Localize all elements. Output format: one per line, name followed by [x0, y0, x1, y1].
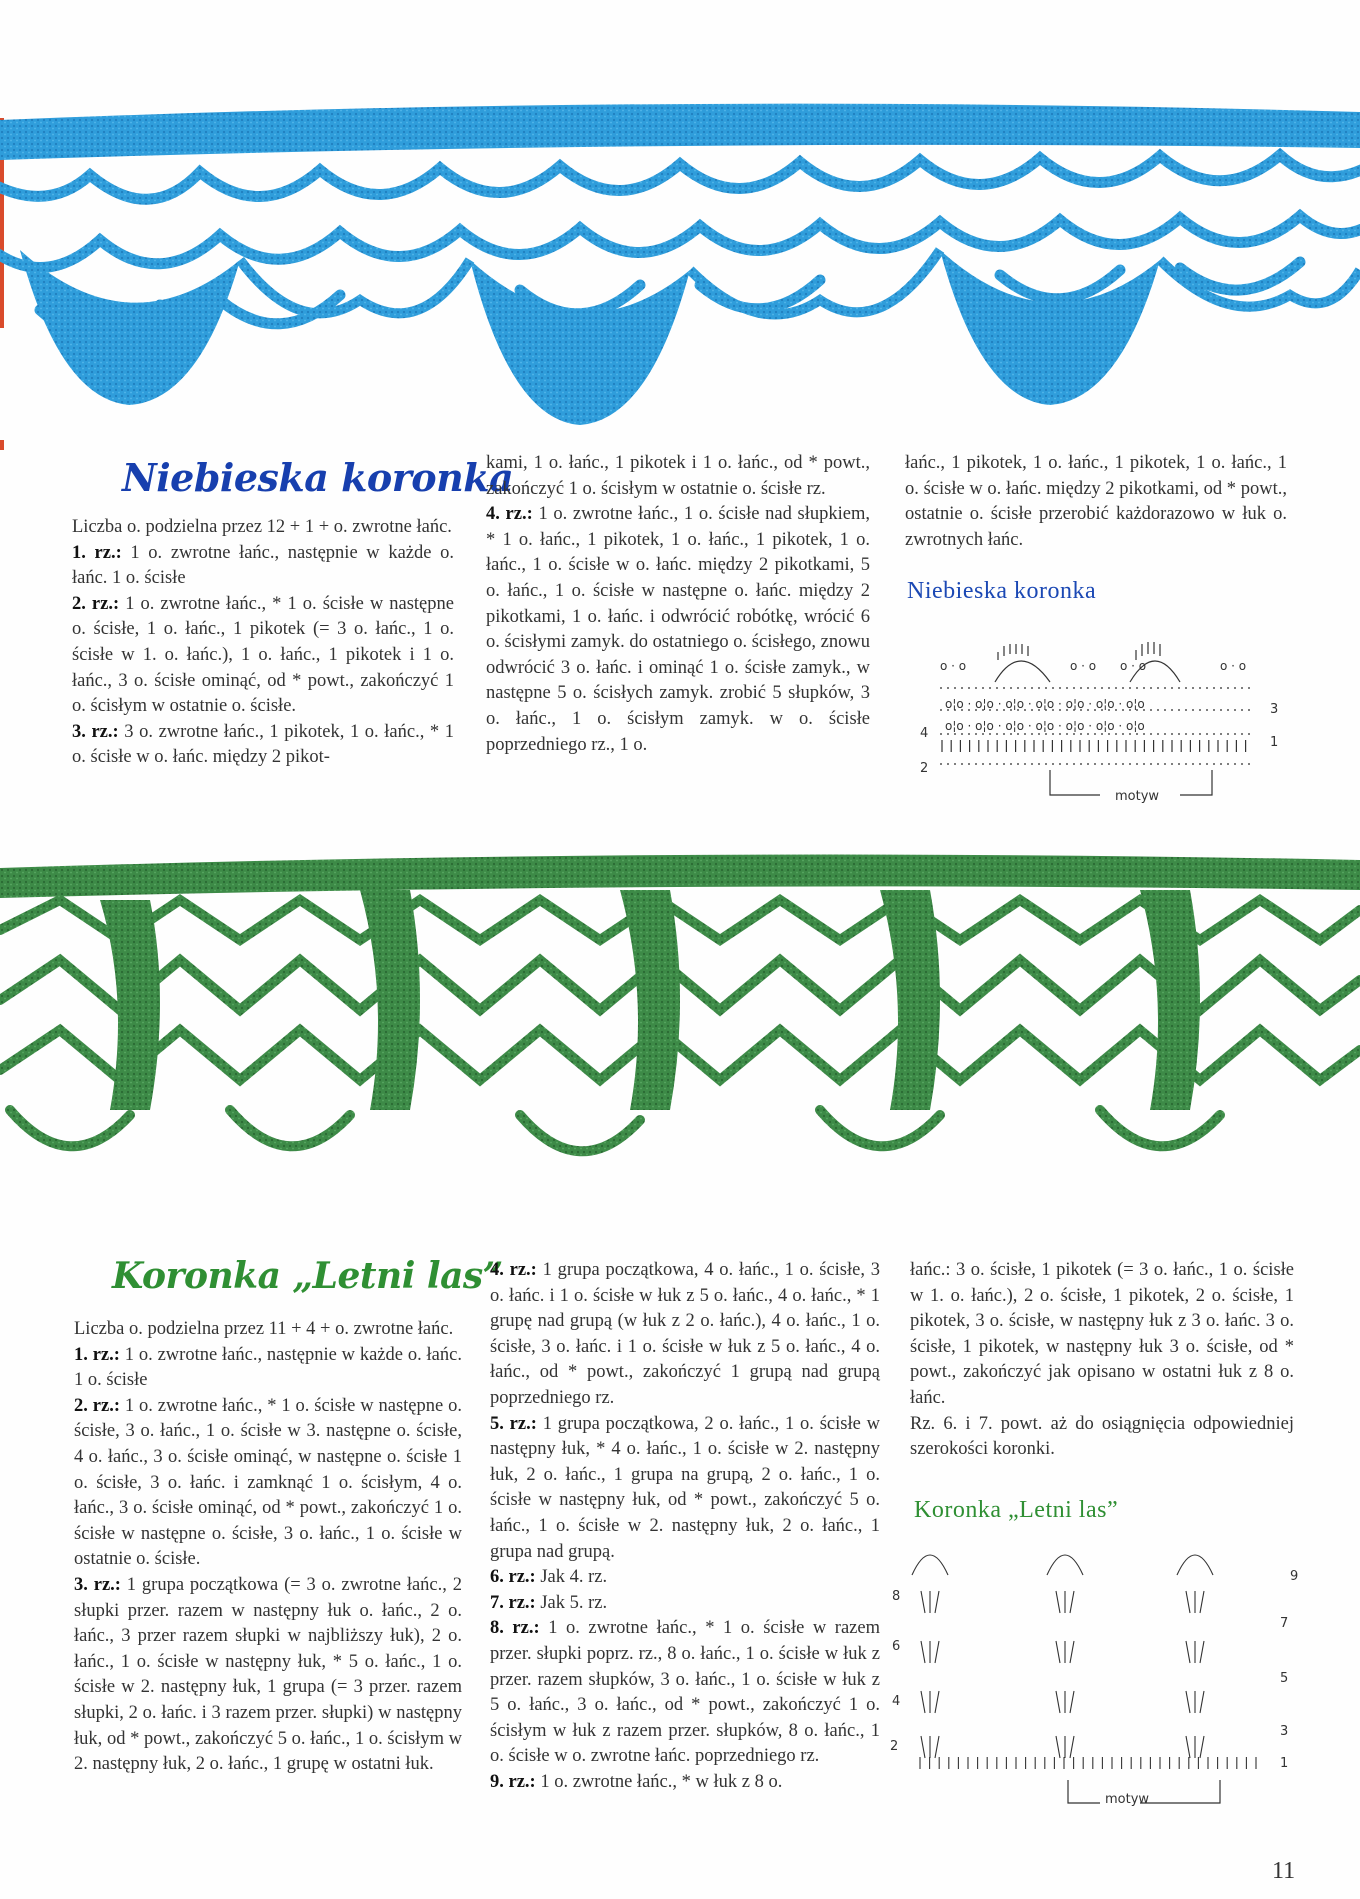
group-stitch-mark: [921, 1641, 925, 1663]
row-label: 4. rz.:: [486, 504, 533, 525]
instruction-text: Liczba o. podzielna przez 12 + 1 + o. zwrotne łańc.: [72, 517, 452, 537]
green-col3-paragraph: [910, 1412, 1294, 1463]
green-lace-title: Koronka „Letni las”: [112, 1255, 503, 1297]
blue-col3-paragraph: [905, 451, 1287, 553]
group-stitch-mark: [1056, 1641, 1060, 1663]
row-label: 8. rz.:: [490, 1618, 540, 1639]
blue-instructions-col1: [72, 515, 454, 771]
instruction-text: kami, 1 o. łańc., 1 pikotek i 1 o. łańc., od * powt., zakończyć 1 o. ścisłym w ostatnie o. ścisłe rz.: [486, 453, 870, 499]
svg-text:o · o: o · o: [1070, 659, 1097, 673]
group-stitch-mark: [935, 1691, 939, 1713]
instruction-text: łańc., 1 pikotek, 1 o. łańc., 1 pikotek, 1 o. łańc., 1 o. ścisłe w o. łańc. między 2 pikotkami, od * powt., ostatnie o. ścisłe przerobić każdorazowo w łuk o. zwrotnych łańc.: [905, 453, 1287, 550]
row-label: 5. rz.:: [490, 1413, 537, 1434]
svg-text:1: 1: [1280, 1756, 1289, 1771]
green-instructions-col1: [74, 1317, 462, 1778]
svg-text:4: 4: [892, 1694, 901, 1709]
blue-col2-paragraph: [486, 502, 870, 758]
instruction-text: 1 o. zwrotne łańc., * w łuk z 8 o.: [535, 1771, 783, 1792]
group-stitch-mark: [1186, 1591, 1190, 1613]
svg-text:3: 3: [1280, 1724, 1289, 1739]
group-stitch-mark: [1200, 1641, 1204, 1663]
row-label: 2. rz.:: [74, 1395, 120, 1416]
green-col2-paragraph: [490, 1591, 880, 1617]
svg-text:o · o: o · o: [1120, 659, 1147, 673]
instruction-text: 1 o. zwrotne łańc., następnie w każde o. łańc. 1 o. ścisłe: [74, 1344, 462, 1391]
instruction-text: Liczba o. podzielna przez 11 + 4 + o. zwrotne łańc.: [74, 1319, 454, 1339]
blue-diagram-heading: Niebieska koronka: [907, 578, 1097, 604]
svg-text:2: 2: [920, 761, 929, 776]
instruction-text: 1 grupa początkowa, 4 o. łańc., 1 o. ścisłe, 3 o. łańc. i 1 o. ścisłe w łuk z 5 o. łańc., 4 o. łańc., * 1 grupę nad grupą (w łuk z 2 o. łańc.), 4 o. łańc., 1 o. ścisłe, 3 o. łańc. i 1 o. ścisłe w łuk z 5 o. łańc., 4 o. łańc., od * powt., zakończyć 1 grupą nad grupą poprzedniego rz.: [490, 1260, 880, 1408]
green-diagram-heading: Koronka „Letni las”: [914, 1497, 1119, 1523]
blue-instructions-col3: [905, 451, 1287, 553]
blue-col1-paragraph: [72, 541, 454, 592]
group-stitch-mark: [1070, 1691, 1074, 1713]
blue-lace-title: Niebieska koronka: [122, 455, 514, 500]
green-col1-paragraph: [74, 1317, 462, 1343]
group-stitch-mark: [1056, 1591, 1060, 1613]
blue-col1-paragraph: [72, 720, 454, 771]
blue-col1-paragraph: [72, 515, 454, 541]
svg-text:5: 5: [1280, 1671, 1289, 1686]
group-stitch-mark: [921, 1591, 925, 1613]
green-col2-paragraph: [490, 1412, 880, 1566]
instruction-text: 3 o. zwrotne łańc., 1 pikotek, 1 o. łańc., * 1 o. ścisłe w o. łańc. między 2 pikot-: [72, 721, 454, 768]
svg-text:3: 3: [1270, 702, 1279, 717]
group-stitch-mark: [935, 1591, 939, 1613]
instruction-text: łańc.: 3 o. ścisłe, 1 pikotek (= 3 o. łańc., 1 o. ścisłe w 1. o. łańc.), 2 o. ścisłe, 1 pikotek, 2 o. ścisłe, 1 pikotek, 3 o. ścisłe, w następny łuk z 3 o. łańc. 3 o. ścisłe, 1 pikotek, w następny łuk 3 o. ścisłe, od * powt., zakończyć jak opisano w ostatni łuk z 8 o. łańc.: [910, 1260, 1294, 1408]
group-stitch-mark: [1200, 1691, 1204, 1713]
green-col2-paragraph: [490, 1770, 880, 1796]
svg-text:8: 8: [892, 1589, 901, 1604]
green-col2-paragraph: [490, 1565, 880, 1591]
row-label: 1. rz.:: [74, 1344, 120, 1365]
green-col3-paragraph: [910, 1258, 1294, 1412]
group-stitch-mark: [1070, 1641, 1074, 1663]
svg-text:1: 1: [1270, 735, 1279, 750]
blue-instructions-col2: [486, 451, 870, 758]
svg-text:o · o: o · o: [940, 659, 967, 673]
picot-arch-mark: [912, 1555, 948, 1575]
row-label: 2. rz.:: [72, 593, 120, 614]
blue-stitch-diagram: [900, 630, 1300, 810]
svg-text:7: 7: [1280, 1616, 1289, 1631]
instruction-text: 1 grupa początkowa (= 3 o. zwrotne łańc., 2 słupki przer. razem w następny łuk o. łańc., 2 o. łańc., 3 przer razem słupki w najbliższy łuk), 2 o. łańc., 1 o. ścisłe w następny łuk, * 5 o. łańc., 1 o. ścisłe w 2. następny łuk, 1 grupa (= 3 przer. razem słupki, 2 o. łańc. i 3 razem przer. słupki) w następny łuk, od * powt., zakończyć 5 o. łańc., 1 o. ścisłym w 2. następny łuk, 2 o. łańc., 1 grupę w ostatni łuk.: [74, 1574, 462, 1775]
green-col1-paragraph: [74, 1343, 462, 1394]
green-col2-paragraph: [490, 1258, 880, 1412]
page-number: 11: [1272, 1858, 1296, 1884]
svg-text:o¦o · o¦o · o¦o · o¦o · o¦o ·: o¦o · o¦o · o¦o · o¦o · o¦o · o¦o · o¦o: [945, 697, 1145, 711]
red-margin-mark-bottom: [0, 440, 4, 450]
row-label: 6. rz.:: [490, 1567, 536, 1588]
blue-motif-label: motyw: [1115, 789, 1160, 804]
blue-col1-paragraph: [72, 592, 454, 720]
group-stitch-mark: [1056, 1691, 1060, 1713]
row-label: 7. rz.:: [490, 1592, 536, 1613]
group-stitch-mark: [1070, 1736, 1074, 1758]
picot-arch-mark: [1177, 1555, 1213, 1575]
row-label: 9. rz.:: [490, 1771, 536, 1792]
green-instructions-col2: [490, 1258, 880, 1795]
group-stitch-mark: [1186, 1736, 1190, 1758]
row-label: 4. rz.:: [490, 1260, 537, 1280]
instruction-text: 1 o. zwrotne łańc., * 1 o. ścisłe w razem przer. słupki poprz. rz., 8 o. łańc., 1 o. ścisłe w łuk z przer. razem słupków, 3 o. łańc., 1 o. ścisłe w łuk z 5 o. łańc., 3 o. łańc., od * powt., zakończyć 1 o. ścisłym w łuk z razem przer. słupków, 8 o. łańc., 1 o. ścisłe w o. zwrotne łańc. poprzedniego rz.: [490, 1618, 880, 1767]
instruction-text: 1 grupa początkowa, 2 o. łańc., 1 o. ścisłe w następny łuk, * 4 o. łańc., 1 o. ścisłe w 2. następny łuk, 2 o. łańc., 1 grupa na grupą, 2 o. łańc., 1 o. ścisłe w następny łuk, od * powt., zakończyć 5 o. łańc., 1 o. ścisłe w 2. następny łuk, 2 o. łańc., 1 grupa nad grupą.: [490, 1413, 880, 1562]
green-col1-paragraph: [74, 1394, 462, 1573]
green-stitch-diagram: [890, 1535, 1310, 1815]
svg-text:o¦o · o¦o · o¦o · o¦o · o¦o ·: o¦o · o¦o · o¦o · o¦o · o¦o · o¦o · o¦o: [945, 719, 1145, 733]
svg-text:2: 2: [890, 1739, 899, 1754]
green-motif-label: motyw: [1105, 1792, 1150, 1807]
row-label: 3. rz.:: [72, 721, 119, 742]
svg-text:4: 4: [920, 726, 929, 741]
group-stitch-mark: [1186, 1641, 1190, 1663]
group-stitch-mark: [921, 1736, 925, 1758]
picot-arch-mark: [1047, 1555, 1083, 1575]
green-col2-paragraph: [490, 1616, 880, 1770]
group-stitch-mark: [935, 1641, 939, 1663]
instruction-text: 1 o. zwrotne łańc., * 1 o. ścisłe w następne o. ścisłe, 3 o. łańc., 1 o. ścisłe w 3. następne o. ścisłe, 4 o. łańc., 3 o. ścisłe ominąć, w następne o. ścisłe 1 o. ścisłe, 3 o. łańc. i zamknąć 1 o. ścisłym, 4 o. łańc., 3 o. ścisłe ominąć, od * powt., zakończyć 1 o. ścisłe w następne o. ścisłe, 3 o. łańc., 1 o. ścisłe w ostatnie o. ścisłe.: [74, 1395, 462, 1570]
instruction-text: Jak 5. rz.: [535, 1592, 608, 1613]
row-label: 1. rz.:: [72, 542, 122, 563]
green-lace-photo: [0, 850, 1360, 1220]
instruction-text: 1 o. zwrotne łańc., * 1 o. ścisłe w następne o. ścisłe, 1 o. łańc., 1 pikotek (= 3 o. łańc., 1 o. ścisłe w 1. o. łańc.), 1 o. łańc., 1 pikotek i 1 o. łańc., 3 o. ścisłe ominąć, od * powt., zakończyć 1 o. ścisłym w ostatnie o. ścisłe.: [72, 593, 454, 717]
group-stitch-mark: [1186, 1691, 1190, 1713]
group-stitch-mark: [1200, 1591, 1204, 1613]
group-stitch-mark: [1056, 1736, 1060, 1758]
blue-lace-photo: [0, 100, 1360, 430]
row-label: 3. rz.:: [74, 1574, 121, 1595]
instruction-text: 1 o. zwrotne łańc., 1 o. ścisłe nad słupkiem, * 1 o. łańc., 1 pikotek, 1 o. łańc., 1 pikotek, 1 o. łańc., 1 o. ścisłe w o. łańc. między 2 pikotkami, 5 o. łańc., 1 o. ścisłe w następne o. łańc. między 2 pikotkami, 1 o. łańc. i odwrócić robótkę, wrócić 6 o. ścisłymi zamyk. do ostatniego o. ścisłego, znowu odwrócić 3 o. łańc. i ominąć 1 o. ścisłe zamyk., w następne 5 o. ścisłych zamyk. zrobić 5 słupków, 3 o. łańc., 1 o. ścisłym zamyk. w o. ścisłe poprzedniego rz., 1 o.: [486, 504, 870, 755]
svg-text:9: 9: [1290, 1569, 1299, 1584]
green-instructions-col3: [910, 1258, 1294, 1463]
group-stitch-mark: [935, 1736, 939, 1758]
group-stitch-mark: [1070, 1591, 1074, 1613]
instruction-text: 1 o. zwrotne łańc., następnie w każde o. łańc. 1 o. ścisłe: [72, 542, 454, 589]
group-stitch-mark: [921, 1691, 925, 1713]
green-col1-paragraph: [74, 1573, 462, 1778]
instruction-text: Jak 4. rz.: [535, 1567, 608, 1588]
blue-col2-paragraph: [486, 451, 870, 502]
svg-text:6: 6: [892, 1639, 901, 1654]
instruction-text: Rz. 6. i 7. powt. aż do osiągnięcia odpowiedniej szerokości koronki.: [910, 1413, 1294, 1460]
svg-text:o · o: o · o: [1220, 659, 1247, 673]
group-stitch-mark: [1200, 1736, 1204, 1758]
